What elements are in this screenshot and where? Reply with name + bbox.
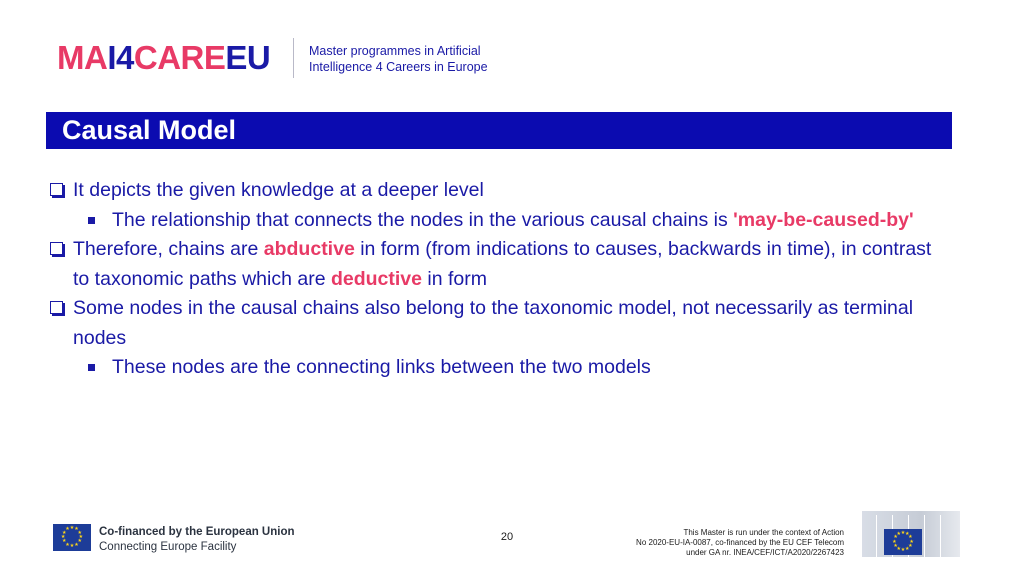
tagline-line-1: Master programmes in Artificial	[309, 44, 481, 58]
bullet-3: Some nodes in the causal chains also belong to the taxonomic model, not necessarily as terminal nodes	[50, 294, 950, 353]
eu-star-icon: ★	[65, 526, 70, 533]
cofinanced-text: Co-financed by the European Union	[99, 526, 295, 538]
eu-star-icon: ★	[896, 545, 901, 552]
square-bullet-icon	[88, 217, 95, 224]
eu-star-icon: ★	[893, 542, 898, 549]
eu-flag-icon	[884, 529, 922, 555]
eu-star-icon: ★	[900, 547, 906, 554]
page-number: 20	[500, 531, 514, 543]
eu-star-icon: ★	[74, 526, 79, 533]
eu-star-icon: ★	[905, 545, 910, 552]
eu-star-icon: ★	[69, 525, 75, 532]
eu-star-icon: ★	[909, 538, 914, 545]
checkbox-bullet-icon	[50, 242, 63, 255]
european-commission-logo-icon	[862, 511, 960, 557]
eu-flag-icon	[53, 524, 91, 551]
bullet-1-sub: The relationship that connects the nodes in the various causal chains is 'may-be-caused-by'	[50, 206, 950, 236]
slide-title: Causal Model	[62, 115, 237, 145]
header-divider	[293, 38, 294, 78]
eu-star-icon: ★	[77, 529, 82, 536]
bullet-2: Therefore, chains are abductive in form (from indications to causes, backwards in time), in contrast to taxonomic paths which are deductive in form	[50, 235, 950, 294]
bullet-3-sub: These nodes are the connecting links between the two models	[50, 353, 950, 383]
highlight-abductive: abductive	[263, 238, 355, 260]
checkbox-bullet-icon	[50, 301, 63, 314]
highlight-deductive: deductive	[330, 267, 422, 290]
checkbox-bullet-icon	[50, 183, 63, 196]
cef-text: Connecting Europe Facility	[99, 541, 237, 553]
mai4careu-logo: MAI4CAREEU	[57, 39, 271, 76]
eu-star-icon: ★	[74, 541, 79, 548]
eu-star-icon: ★	[69, 542, 75, 549]
eu-star-icon: ★	[893, 534, 898, 541]
eu-star-icon: ★	[905, 531, 910, 538]
bullet-1: It depicts the given knowledge at a deeper level	[50, 176, 950, 206]
eu-star-icon: ★	[908, 542, 913, 549]
square-bullet-icon	[88, 364, 95, 371]
eu-star-icon: ★	[62, 538, 67, 545]
eu-star-icon: ★	[60, 534, 66, 540]
title-bar	[46, 112, 952, 149]
eu-star-icon: ★	[908, 534, 913, 541]
tagline-line-2: Intelligence 4 Careers in Europe	[309, 60, 488, 74]
eu-star-icon: ★	[900, 529, 906, 536]
eu-star-icon: ★	[892, 538, 897, 545]
highlight-may-be-caused-by: 'may-be-caused-by'	[733, 208, 914, 231]
eu-star-icon: ★	[896, 531, 901, 538]
eu-star-icon: ★	[78, 534, 84, 540]
header-tagline	[309, 43, 488, 75]
eu-star-icon: ★	[77, 538, 82, 545]
eu-star-icon: ★	[62, 529, 67, 536]
action-notice: This Master is run under the context of Action No 2020-EU-IA-0087, co-financed by the EU CEF Telecom under GA nr. INEA/CEF/ICT/A2020/2267423	[636, 528, 844, 557]
eu-star-icon: ★	[65, 541, 70, 548]
slide-content	[50, 176, 950, 383]
